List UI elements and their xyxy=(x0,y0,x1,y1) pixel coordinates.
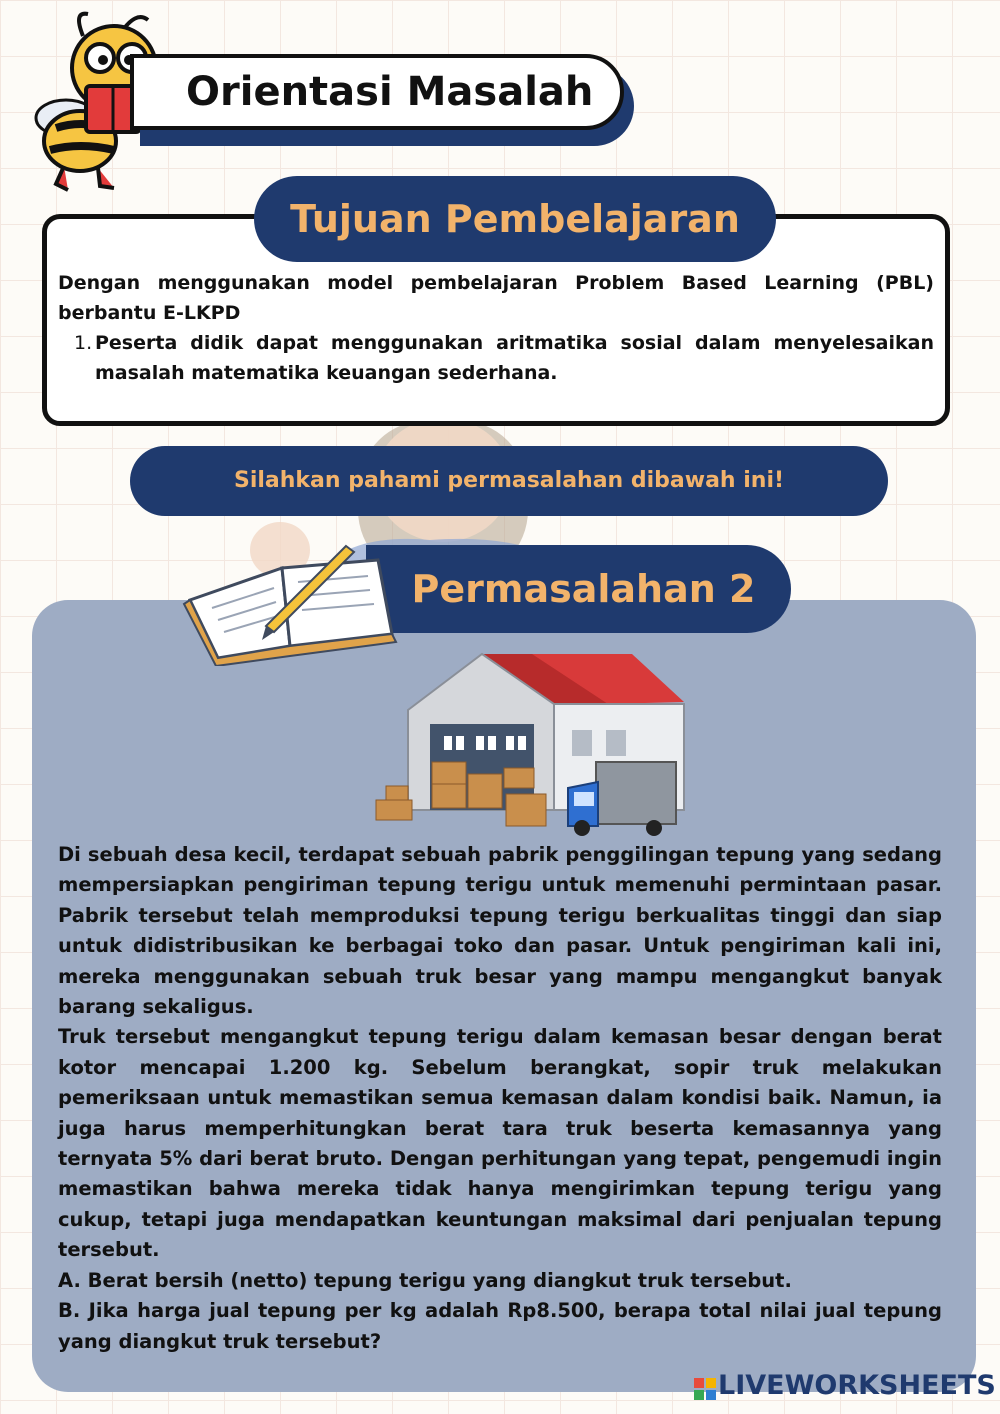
problem-title: Permasalahan 2 xyxy=(411,567,756,611)
list-item-text: Peserta didik dapat menggunakan aritmatika sosial dalam menyelesaikan masalah matematika keuangan sederhana. xyxy=(95,332,934,384)
list-item xyxy=(58,328,934,388)
problem-question-a: A. Berat bersih (netto) tepung terigu yang diangkut truk tersebut. xyxy=(58,1268,792,1292)
list-item-number: 1. xyxy=(74,332,93,354)
warehouse-truck-illustration xyxy=(372,650,692,840)
problem-paragraph: Truk tersebut mengangkut tepung terigu dalam kemasan besar dengan berat kotor mencapai 1.200 kg. Sebelum berangkat, sopir truk melakukan pemeriksaan untuk memastikan semua kemasan dalam kondisi baik. Namun, ia juga harus memperhitungkan berat tara truk beserta kemasannya yang ternyata 5% dari berat bruto. Dengan perhitungan yang tepat, pengemudi ingin memastikan bahwa mereka tidak hanya mengirimkan tepung terigu yang cukup, tetapi juga mendapatkan keuntungan maksimal dari penjualan tepung tersebut. xyxy=(58,1025,942,1262)
page-title: Orientasi Masalah xyxy=(186,69,594,115)
book-pencil-icon xyxy=(178,538,408,666)
learning-objectives-intro: Dengan menggunakan model pembelajaran Problem Based Learning (PBL) berbantu E-LKPD xyxy=(58,272,934,324)
learning-objectives-list xyxy=(58,328,934,388)
problem-paragraph: Di sebuah desa kecil, terdapat sebuah pabrik penggilingan tepung yang sedang mempersiapkan pengiriman tepung terigu untuk memenuhi permintaan pasar. Pabrik tersebut telah memproduksi tepung terigu berkualitas tinggi dan siap untuk didistribusikan ke berbagai toko dan pasar. Untuk pengiriman kali ini, mereka menggunakan sebuah truk besar yang mampu mengangkut banyak barang sekaligus. xyxy=(58,843,942,1019)
liveworksheets-logo-icon xyxy=(694,1378,716,1400)
liveworksheets-brand[interactable]: LIVEWORKSHEETS xyxy=(718,1370,996,1401)
problem-text xyxy=(58,840,942,1357)
instruction-banner: Silahkan pahami permasalahan dibawah ini! xyxy=(130,446,888,516)
problem-question-b: B. Jika harga jual tepung per kg adalah Rp8.500, berapa total nilai jual tepung yang diangkut truk tersebut? xyxy=(58,1299,942,1353)
learning-objectives-title: Tujuan Pembelajaran xyxy=(290,197,740,241)
